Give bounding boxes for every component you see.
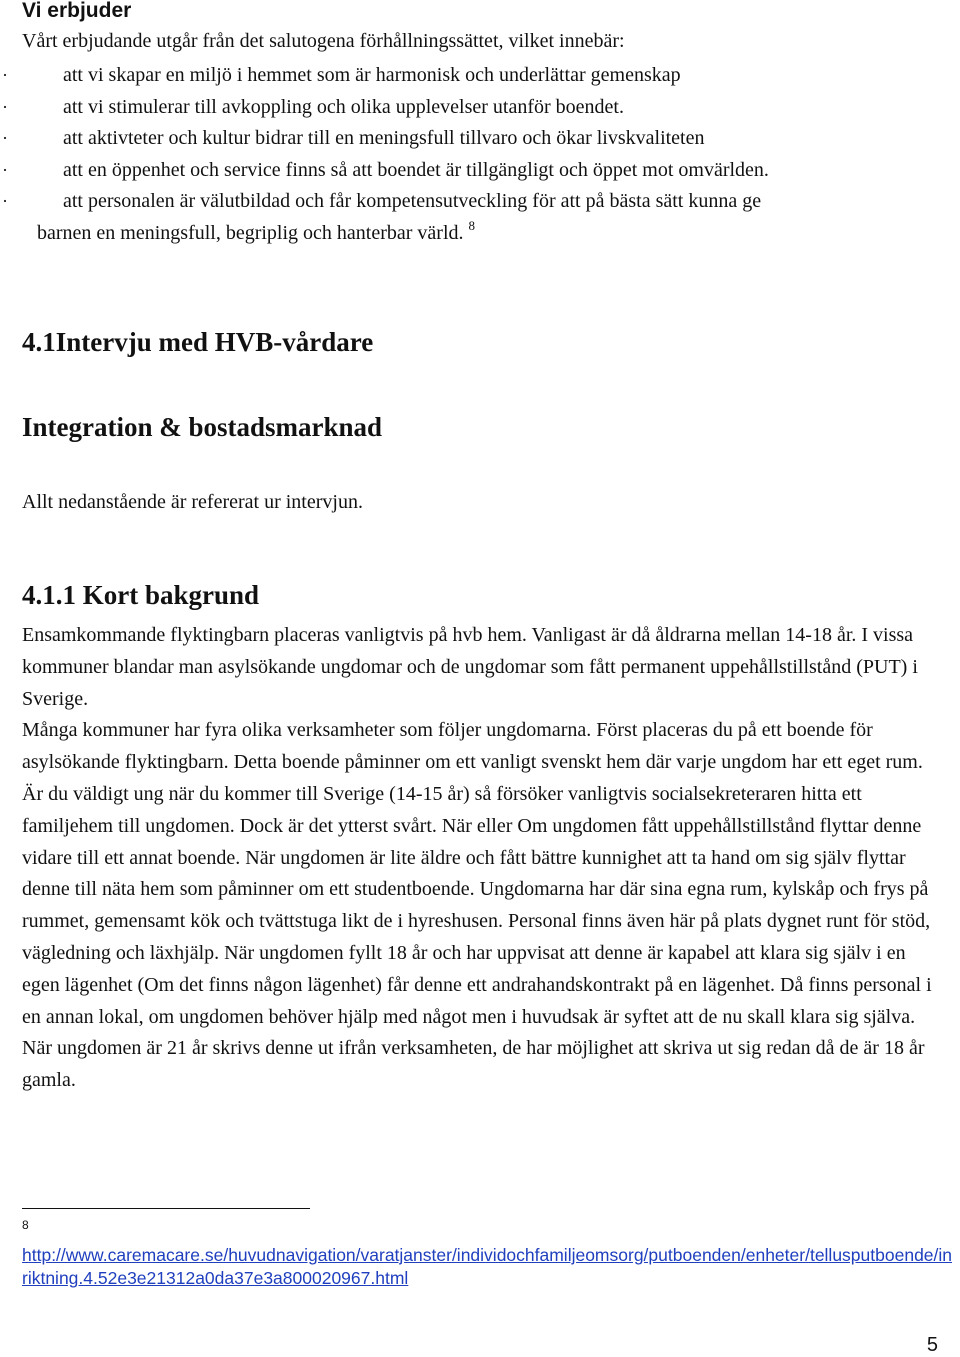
list-item: [0, 186, 960, 249]
list-item-text: att personalen är välutbildad och får kompetensutveckling för att på bästa sätt kunna ge: [63, 190, 762, 212]
section-title: Vi erbjuder: [22, 0, 132, 22]
paragraph: Ensamkommande flyktingbarn placeras vanligtvis på hvb hem. Vanligast är då åldrarna mellan 14-18 år. I vissa kommuner blandar man asylsökande ungdomar och de ungdomar som fått permanent uppehållstillstånd (PUT) i Sverige.: [22, 624, 918, 710]
offer-bullet-list: [0, 60, 960, 249]
body-text: [22, 620, 947, 1097]
subsection-heading: 4.1.1 Kort bakgrund: [22, 580, 260, 610]
list-item-text: barnen en meningsfull, begriplig och hanterbar värld.: [37, 221, 464, 244]
list-item: [0, 60, 960, 92]
list-item: [0, 123, 960, 155]
chapter-heading: 4.1Intervju med HVB-vårdare: [22, 327, 374, 357]
list-item: [0, 155, 960, 187]
list-item-text: att vi skapar en miljö i hemmet som är harmonisk och underlättar gemenskap: [63, 64, 681, 86]
list-item-continuation: [37, 218, 960, 250]
footnote-link[interactable]: http://www.caremacare.se/huvudnavigation/varatjanster/individochfamiljeomsorg/putboenden/enheter/tellusputboende/inriktning.4.52e3e21312a0da37e3a800020967.html: [22, 1245, 953, 1288]
list-item: [0, 92, 960, 124]
paragraph: Många kommuner har fyra olika verksamheter som följer ungdomarna. Först placeras du på ett boende för asylsökande flyktingbarn. Detta boende påminner om ett vanligt svenskt hem där varje ungdom har ett eget rum. Är du väldigt ung när du kommer till Sverige (14-15 år) så försöker vanligtvis socialsekreteraren hitta ett familjehem till ungdomen. Dock är det ytterst svårt. När eller Om ungdomen fått uppehållstillstånd flyttar denne vidare till ett annat boende. När ungdomen är lite äldre och fått bättre kunnighet att ta hand om sig själv flyttar denne till näta hem som påminner om ett studentboende. Ungdomarna har där sina egna rum, kylskåp och frys på rummet, gemensamt kök och tvättstuga likt de i hyreshusen. Personal finns även här på plats dygnet runt för stöd, vägledning och läxhjälp. När ungdomen fyllt 18 år och har uppvisat att denne är kapabel att klara sig själv i en egen lägenhet (Om det finns någon lägenhet) får denne ett andrahandskontrakt på en lägenhet. Då finns personal i en annan lokal, om ungdomen behöver hjälp med något men i huvudsak är syftet att de nu skall klara sig själva. När ungdomen är 21 år skrivs denne ut ifrån verksamheten, de har möjlighet att skriva ut sig redan då de är 18 år gamla.: [22, 719, 932, 1092]
list-item-text: att en öppenhet och service finns så att boendet är tillgängligt och öppet mot omvärlden.: [63, 158, 769, 181]
intro-text: Vårt erbjudande utgår från det salutogena förhållningssättet, vilket innebär:: [22, 30, 625, 52]
section-subheading: Integration & bostadsmarknad: [22, 412, 383, 442]
bullet-dot: ·: [2, 65, 8, 85]
footnote-divider: [22, 1208, 310, 1209]
footnote-number: 8: [22, 1218, 29, 1232]
bullet-dot: ·: [2, 191, 8, 211]
page-number: 5: [926, 1334, 938, 1356]
footnote-reference[interactable]: 8: [468, 217, 476, 233]
list-item-text: att vi stimulerar till avkoppling och olika upplevelser utanför boendet.: [63, 95, 624, 118]
bullet-dot: ·: [2, 159, 8, 180]
bullet-dot: ·: [2, 128, 8, 148]
source-note: Allt nedanstående är refererat ur intervjun.: [22, 491, 363, 513]
bullet-dot: ·: [2, 96, 8, 117]
list-item-text: att aktivteter och kultur bidrar till en meningsfull tillvaro och ökar livskvaliteten: [63, 127, 705, 149]
